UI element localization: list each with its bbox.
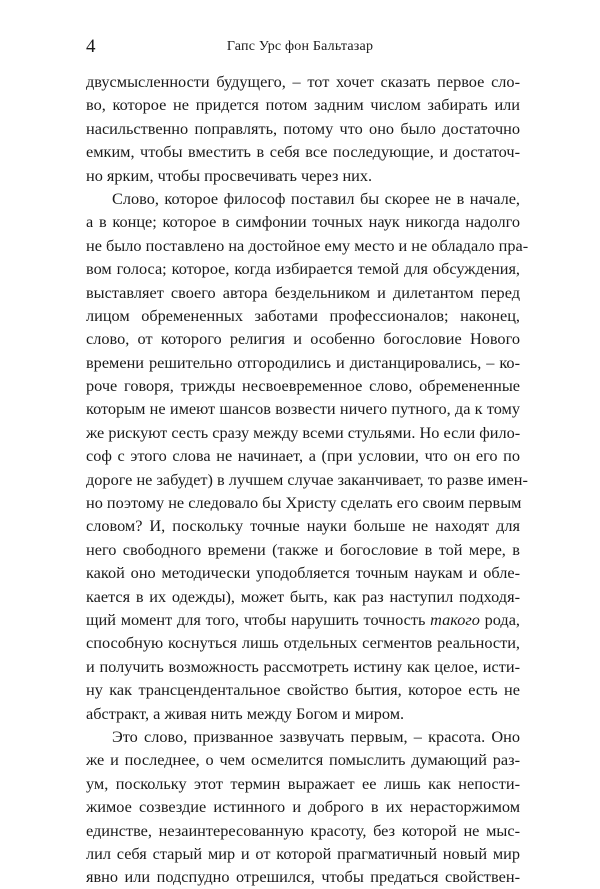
text-line: двусмысленности будущего, – тот хочет сказать первое сло- (86, 72, 520, 91)
text-line: абстракт, а живая нить между Богом и миром. (86, 703, 405, 723)
text-line: же и последнее, о чем осмелится помыслить думающий раз- (86, 750, 520, 770)
page-number: 4 (86, 36, 96, 57)
page-header (86, 36, 514, 58)
paragraph (86, 725, 520, 889)
text-line: а в конце; которое в симфонии точных наук никогда надолго (86, 212, 520, 232)
text-line: лицом обремененных заботами профессионалов; наконец, (86, 305, 520, 325)
text-line: ну как трансцендентальное свойство бытия, которое есть не (86, 680, 520, 700)
text-line: времени решительно отгородились и дистанцировались, – ко- (86, 352, 520, 372)
text-line: не было поставлено на достойное ему место и не обладало пра- (86, 235, 529, 255)
paragraph (86, 70, 520, 187)
body-text (86, 70, 529, 889)
text-line: которым не имеют шансов возвести ничего путного, да к тому (86, 399, 520, 419)
text-line: щий момент для того, чтобы нарушить точность такого рода, (86, 609, 520, 629)
text-line: вом голоса; которое, когда избирается темой для обсуждения, (86, 259, 520, 279)
text-line: дороге не забудет) в лучшем случае заканчивает, то разве имен- (86, 469, 528, 489)
text-line: во, которое не придется потом задним числом забирать или (86, 95, 520, 115)
text-line: и получить возможность рассмотреть истину как целое, исти- (86, 656, 520, 676)
text-line: словом? И, поскольку точные науки больше не находят для (86, 516, 520, 536)
text-line: ум, поскольку этот термин выражает ее лишь как непости- (86, 773, 520, 793)
text-line: слово, от которого религия и особенно богословие Нового (86, 329, 520, 349)
text-line: но поэтому не следовало бы Христу сделать его своим первым (86, 493, 522, 513)
text-line: насильственно поправлять, потому что оно было достаточно (86, 118, 520, 138)
text-line: жимое созвездие истинного и доброго в их нерасторжимом (86, 797, 520, 817)
italic-word: такого (430, 609, 480, 629)
text-line: роче говоря, трижды несвоевременное слово, обремененные (86, 376, 520, 396)
text-line: какой оно методически уподобляется точным наукам и обле- (86, 563, 520, 583)
text-line: явно или подспудно отрешился, чтобы предаться свойствен- (86, 867, 520, 887)
text-line: Это слово, призванное зазвучать первым, – красота. Оно (112, 726, 520, 746)
text-line: но ярким, чтобы просвечивать через них. (86, 165, 373, 185)
text-line: кается в их одежды), может быть, как раз наступил подходя- (86, 586, 520, 606)
text-line: выставляет своего автора бездельником и дилетантом перед (86, 282, 520, 302)
text-line: соф с этого слова не начинает, а (при условии, что он его по (86, 446, 520, 466)
paragraph (86, 187, 529, 725)
text-line: Слово, которое философ поставил бы скорее не в начале, (112, 188, 520, 208)
text-line: же рискуют сесть сразу между всеми стульями. Но если фило- (86, 422, 521, 442)
text-line: емким, чтобы вместить в себя все последующие, и достаточ- (86, 142, 520, 162)
running-title: Гапс Урс фон Бальтазар (226, 39, 374, 54)
text-line: него свободного времени (также и богословие в той мере, в (86, 539, 520, 559)
text-line: лил себя старый мир и от которой прагматичный новый мир (86, 843, 520, 863)
text-line: способную коснуться лишь отдельных сегментов реальности, (86, 633, 520, 653)
text-line: единстве, незаинтересованную красоту, без которой не мыс- (86, 820, 520, 840)
